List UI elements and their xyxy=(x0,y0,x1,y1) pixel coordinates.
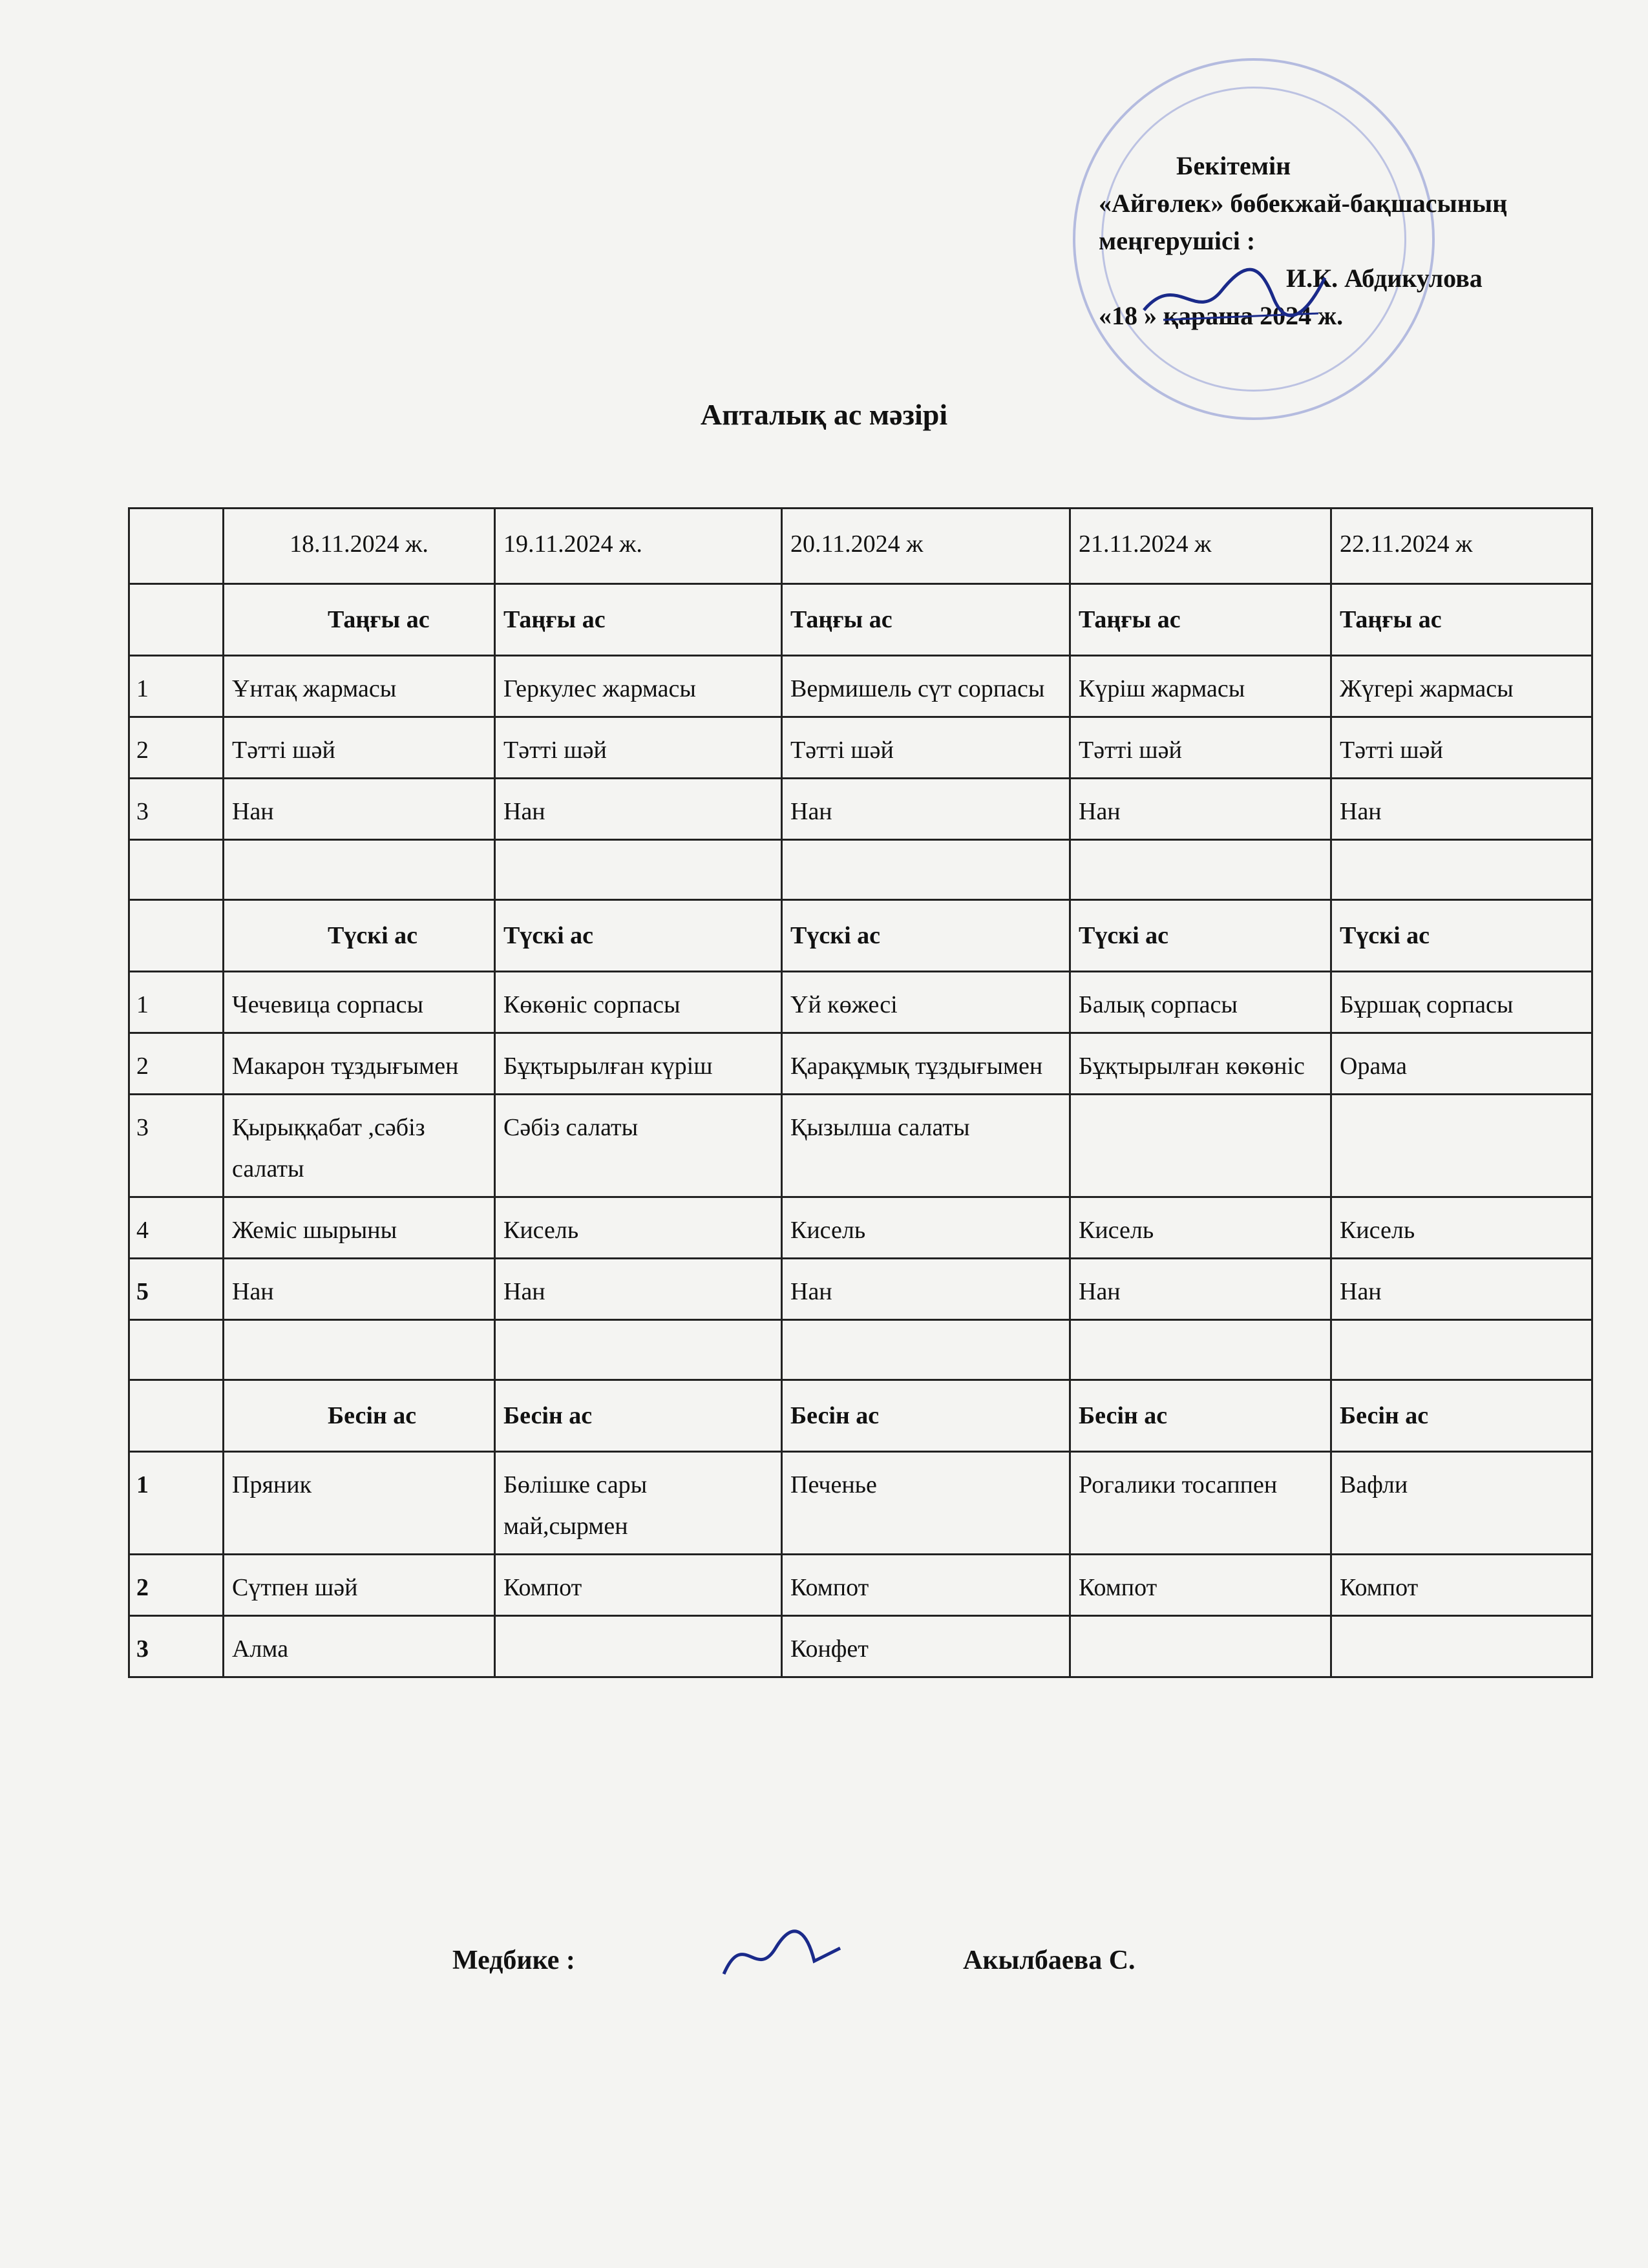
dish-cell: Геркулес жармасы xyxy=(495,656,782,717)
nurse-name: Акылбаева С. xyxy=(963,1946,1136,1975)
meal-heading: Бесін ас xyxy=(782,1380,1070,1452)
dish-cell: Нан xyxy=(1070,779,1331,840)
row-number: 2 xyxy=(129,717,224,779)
dish-cell: Ұнтақ жармасы xyxy=(224,656,495,717)
dish-cell: Қызылша салаты xyxy=(782,1095,1070,1197)
row-number: 1 xyxy=(129,1452,224,1555)
dish-cell xyxy=(1331,1095,1592,1197)
dish-cell: Тәтті шәй xyxy=(495,717,782,779)
dish-cell: Жүгері жармасы xyxy=(1331,656,1592,717)
dish-cell: Қырыққабат ,сәбіз салаты xyxy=(224,1095,495,1197)
breakfast-heading-row xyxy=(129,584,1592,656)
dish-cell: Чечевица сорпасы xyxy=(224,972,495,1033)
row-number: 3 xyxy=(129,779,224,840)
dish-cell: Компот xyxy=(495,1555,782,1616)
row-number: 2 xyxy=(129,1033,224,1095)
dish-cell: Нан xyxy=(495,779,782,840)
dish-cell: Тәтті шәй xyxy=(1070,717,1331,779)
corner-cell xyxy=(129,509,224,584)
dish-cell: Пряник xyxy=(224,1452,495,1555)
dish-cell: Күріш жармасы xyxy=(1070,656,1331,717)
dish-cell: Бұқтырылған күріш xyxy=(495,1033,782,1095)
dish-cell: Вермишель сүт сорпасы xyxy=(782,656,1070,717)
menu-row xyxy=(129,779,1592,840)
meal-heading: Бесін ас xyxy=(1331,1380,1592,1452)
dish-cell: Кисель xyxy=(782,1197,1070,1259)
spacer-cell xyxy=(1070,840,1331,900)
dish-cell: Сәбіз салаты xyxy=(495,1095,782,1197)
menu-row xyxy=(129,1555,1592,1616)
dish-cell: Печенье xyxy=(782,1452,1070,1555)
menu-row xyxy=(129,1616,1592,1677)
dish-cell: Нан xyxy=(224,779,495,840)
lunch-heading-row xyxy=(129,900,1592,972)
dish-cell: Қарақұмық тұздығымен xyxy=(782,1033,1070,1095)
approval-position: меңгерушісі : xyxy=(1099,226,1256,255)
heading-number-cell xyxy=(129,900,224,972)
meal-heading: Түскі ас xyxy=(1070,900,1331,972)
row-number: 2 xyxy=(129,1555,224,1616)
date-cell: 20.11.2024 ж xyxy=(782,509,1070,584)
approval-org: «Айгөлек» бөбекжай-бақшасының xyxy=(1099,189,1508,218)
meal-heading: Таңғы ас xyxy=(224,584,495,656)
nurse-signature xyxy=(717,1922,847,1987)
meal-heading: Түскі ас xyxy=(224,900,495,972)
dish-cell: Нан xyxy=(1070,1259,1331,1320)
dish-cell: Нан xyxy=(224,1259,495,1320)
dish-cell: Тәтті шәй xyxy=(1331,717,1592,779)
dish-cell: Кисель xyxy=(495,1197,782,1259)
dish-cell: Нан xyxy=(782,1259,1070,1320)
spacer-row xyxy=(129,840,1592,900)
dish-cell: Балық сорпасы xyxy=(1070,972,1331,1033)
date-row xyxy=(129,509,1592,584)
spacer-cell xyxy=(1331,840,1592,900)
menu-row xyxy=(129,1452,1592,1555)
page-title: Апталық ас мәзірі xyxy=(700,398,948,431)
row-number: 3 xyxy=(129,1616,224,1677)
spacer-cell xyxy=(495,1320,782,1380)
heading-number-cell xyxy=(129,1380,224,1452)
meal-heading: Таңғы ас xyxy=(782,584,1070,656)
director-signature xyxy=(1137,258,1331,330)
spacer-cell xyxy=(1331,1320,1592,1380)
spacer-cell xyxy=(782,840,1070,900)
weekly-menu-table xyxy=(128,507,1593,1678)
meal-heading: Түскі ас xyxy=(495,900,782,972)
dish-cell: Конфет xyxy=(782,1616,1070,1677)
row-number: 1 xyxy=(129,972,224,1033)
dish-cell: Үй көжесі xyxy=(782,972,1070,1033)
spacer-cell xyxy=(782,1320,1070,1380)
dish-cell: Вафли xyxy=(1331,1452,1592,1555)
meal-heading: Түскі ас xyxy=(1331,900,1592,972)
meal-heading: Таңғы ас xyxy=(495,584,782,656)
dish-cell: Компот xyxy=(782,1555,1070,1616)
dish-cell xyxy=(1331,1616,1592,1677)
dish-cell: Компот xyxy=(1331,1555,1592,1616)
meal-heading: Таңғы ас xyxy=(1070,584,1331,656)
dish-cell: Жеміс шырыны xyxy=(224,1197,495,1259)
dish-cell: Бұршақ сорпасы xyxy=(1331,972,1592,1033)
menu-row xyxy=(129,1033,1592,1095)
spacer-cell xyxy=(129,840,224,900)
dish-cell: Алма xyxy=(224,1616,495,1677)
date-cell: 22.11.2024 ж xyxy=(1331,509,1592,584)
dish-cell: Бұқтырылған көкөніс xyxy=(1070,1033,1331,1095)
dish-cell: Көкөніс сорпасы xyxy=(495,972,782,1033)
dish-cell: Нан xyxy=(1331,779,1592,840)
spacer-cell xyxy=(129,1320,224,1380)
spacer-cell xyxy=(224,1320,495,1380)
row-number: 1 xyxy=(129,656,224,717)
dish-cell: Кисель xyxy=(1331,1197,1592,1259)
menu-row xyxy=(129,1095,1592,1197)
dish-cell xyxy=(1070,1095,1331,1197)
dish-cell: Нан xyxy=(782,779,1070,840)
row-number: 4 xyxy=(129,1197,224,1259)
menu-row xyxy=(129,1197,1592,1259)
dish-cell: Компот xyxy=(1070,1555,1331,1616)
menu-row xyxy=(129,1259,1592,1320)
dish-cell: Сүтпен шәй xyxy=(224,1555,495,1616)
date-cell: 18.11.2024 ж. xyxy=(224,509,495,584)
date-cell: 21.11.2024 ж xyxy=(1070,509,1331,584)
date-cell: 19.11.2024 ж. xyxy=(495,509,782,584)
approval-name: И.К. Абдикулова xyxy=(1286,264,1483,293)
spacer-cell xyxy=(495,840,782,900)
row-number: 3 xyxy=(129,1095,224,1197)
dish-cell: Рогалики тосаппен xyxy=(1070,1452,1331,1555)
dish-cell: Нан xyxy=(1331,1259,1592,1320)
row-number: 5 xyxy=(129,1259,224,1320)
dish-cell: Бөлішке сары май,сырмен xyxy=(495,1452,782,1555)
meal-heading: Түскі ас xyxy=(782,900,1070,972)
approval-heading: Бекітемін xyxy=(1176,151,1291,180)
menu-row xyxy=(129,717,1592,779)
approval-date: «18 » қараша 2024 ж. xyxy=(1099,301,1344,330)
meal-heading: Бесін ас xyxy=(224,1380,495,1452)
meal-heading: Бесін ас xyxy=(1070,1380,1331,1452)
dish-cell: Орама xyxy=(1331,1033,1592,1095)
dish-cell xyxy=(1070,1616,1331,1677)
menu-row xyxy=(129,972,1592,1033)
menu-row xyxy=(129,656,1592,717)
heading-number-cell xyxy=(129,584,224,656)
dish-cell: Макарон тұздығымен xyxy=(224,1033,495,1095)
spacer-cell xyxy=(1070,1320,1331,1380)
meal-heading: Таңғы ас xyxy=(1331,584,1592,656)
dish-cell: Кисель xyxy=(1070,1197,1331,1259)
meal-heading: Бесін ас xyxy=(495,1380,782,1452)
dish-cell: Нан xyxy=(495,1259,782,1320)
spacer-cell xyxy=(224,840,495,900)
dish-cell: Тәтті шәй xyxy=(224,717,495,779)
snack-heading-row xyxy=(129,1380,1592,1452)
nurse-label: Медбике : xyxy=(452,1946,575,1975)
dish-cell: Тәтті шәй xyxy=(782,717,1070,779)
spacer-row xyxy=(129,1320,1592,1380)
dish-cell xyxy=(495,1616,782,1677)
